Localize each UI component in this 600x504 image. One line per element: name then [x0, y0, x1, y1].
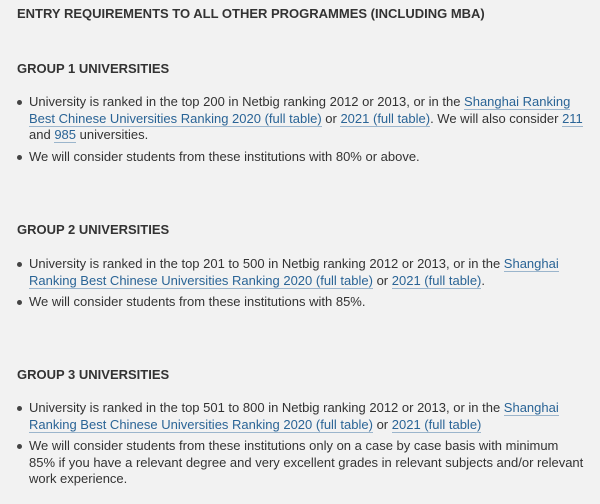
link-ranking-2021[interactable]: 2021 (full table) [391, 416, 482, 432]
bullet-icon [17, 100, 22, 105]
group-2-heading: GROUP 2 UNIVERSITIES [17, 222, 170, 237]
text: University is ranked in the top 501 to 800 in Netbig ranking 2012 or 2013, or in the [29, 400, 504, 415]
list-item [0, 294, 600, 311]
link-shanghai-ranking-2020[interactable]: Shanghai Ranking Best Chinese Universities Ranking 2020 (full table) [29, 94, 571, 126]
text: . [481, 272, 486, 288]
group-1-heading: GROUP 1 UNIVERSITIES [17, 61, 170, 76]
text: or [321, 110, 341, 126]
bullet-icon [17, 444, 22, 449]
text: University is ranked in the top 201 to 500 in Netbig ranking 2012 or 2013, or in the [29, 256, 504, 271]
group-3-heading: GROUP 3 UNIVERSITIES [17, 367, 170, 382]
link-shanghai-ranking-2020[interactable]: Shanghai Ranking Best Chinese Universities Ranking 2020 (full table) [29, 400, 559, 432]
text: universities. [76, 127, 149, 142]
text: and [29, 127, 55, 142]
bullet-icon [17, 262, 22, 267]
link-ranking-2021[interactable]: 2021 (full table) [391, 272, 482, 288]
group-2-list [0, 256, 600, 311]
page-title: ENTRY REQUIREMENTS TO ALL OTHER PROGRAMMES (INCLUDING MBA) [17, 6, 485, 21]
list-item [0, 94, 600, 144]
bullet-icon [17, 155, 22, 160]
link-211[interactable]: 211 [562, 110, 583, 126]
list-item [0, 256, 600, 289]
list-item [0, 400, 600, 433]
text: . We will also consider [430, 110, 563, 126]
group-3-list [0, 400, 600, 488]
list-item [0, 149, 600, 166]
link-ranking-2021[interactable]: 2021 (full table) [340, 110, 431, 126]
text: We will consider students from these institutions with 80% or above. [29, 148, 420, 164]
bullet-icon [17, 406, 22, 411]
group-1-list [0, 94, 600, 165]
link-985[interactable]: 985 [54, 127, 77, 142]
bullet-icon [17, 300, 22, 305]
text: or [372, 416, 392, 432]
text: or [372, 272, 392, 288]
list-item [0, 438, 600, 488]
text: We will consider students from these institutions with 85%. [29, 294, 366, 309]
link-shanghai-ranking-2020[interactable]: Shanghai Ranking Best Chinese Universities Ranking 2020 (full table) [29, 256, 559, 288]
text: We will consider students from these institutions only on a case by case basis with minimum 85% if you have a relevant degree and very excellent grades in relevant subjects and/or relevant work experience. [29, 438, 584, 486]
text: University is ranked in the top 200 in Netbig ranking 2012 or 2013, or in the [29, 94, 465, 109]
